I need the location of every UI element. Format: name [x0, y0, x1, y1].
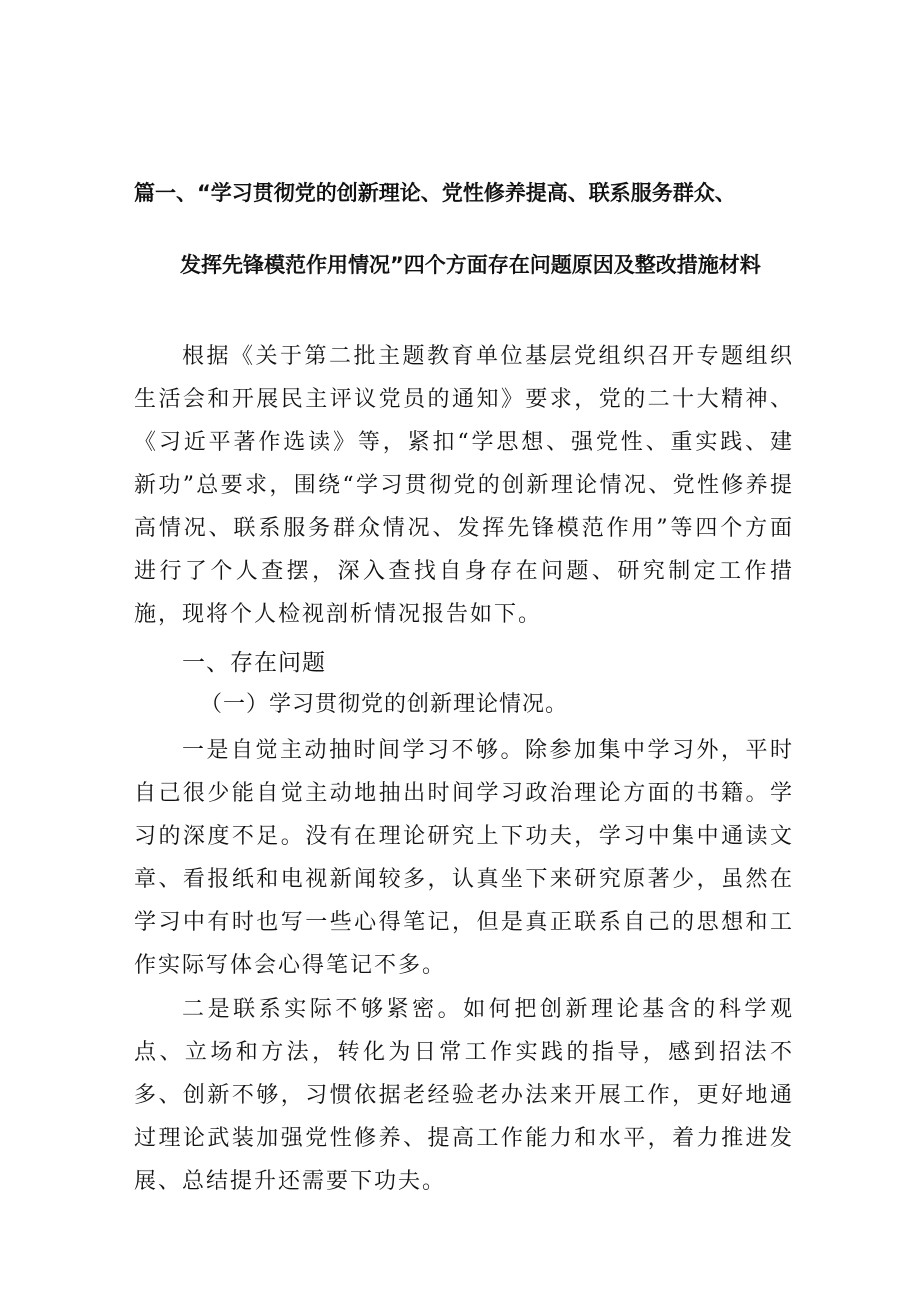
point-1-paragraph: 一是自觉主动抽时间学习不够。除参加集中学习外，平时自己很少能自觉主动地抽出时间学习政治理论方面的书籍。学习的深度不足。没有在理论研究上下功夫，学习中集中通读文章、看报纸和电视新闻较多，认真坐下来研究原著少，虽然在学习中有时也写一些心得笔记，但是真正联系自己的思想和工作实际写体会心得笔记不多。: [134, 738, 794, 978]
document-title-line-2: 发挥先锋模范作用情况”四个方面存在问题原因及整改措施材料: [180, 253, 761, 277]
document-title-line-1: 篇一、“学习贯彻党的创新理论、党性修养提高、联系服务群众、: [134, 181, 736, 205]
point-2-paragraph: 二是联系实际不够紧密。如何把创新理论基含的科学观点、立场和方法，转化为日常工作实践的指导，感到招法不多、创新不够，习惯依据老经验老办法来开展工作，更好地通过理论武装加强党性修养、提高工作能力和水平，着力推进发展、总结提升还需要下功夫。: [134, 997, 794, 1194]
point-2-block: [134, 988, 794, 1203]
point-1-block: [134, 729, 794, 987]
subsection-heading: （一）学习贯彻党的创新理论情况。: [200, 692, 569, 717]
intro-paragraph-block: [134, 335, 794, 636]
section-heading: 一、存在问题: [182, 650, 326, 676]
intro-paragraph: 根据《关于第二批主题教育单位基层党组织召开专题组织生活会和开展民主评议党员的通知》要求，党的二十大精神、《习近平著作选读》等，紧扣“学思想、强党性、重实践、建新功”总要求，围绕“学习贯彻党的创新理论情况、党性修养提高情况、联系服务群众情况、发挥先锋模范作用”等四个方面进行了个人查摆，深入查找自身存在问题、研究制定工作措施，现将个人检视剖析情况报告如下。: [134, 344, 794, 627]
